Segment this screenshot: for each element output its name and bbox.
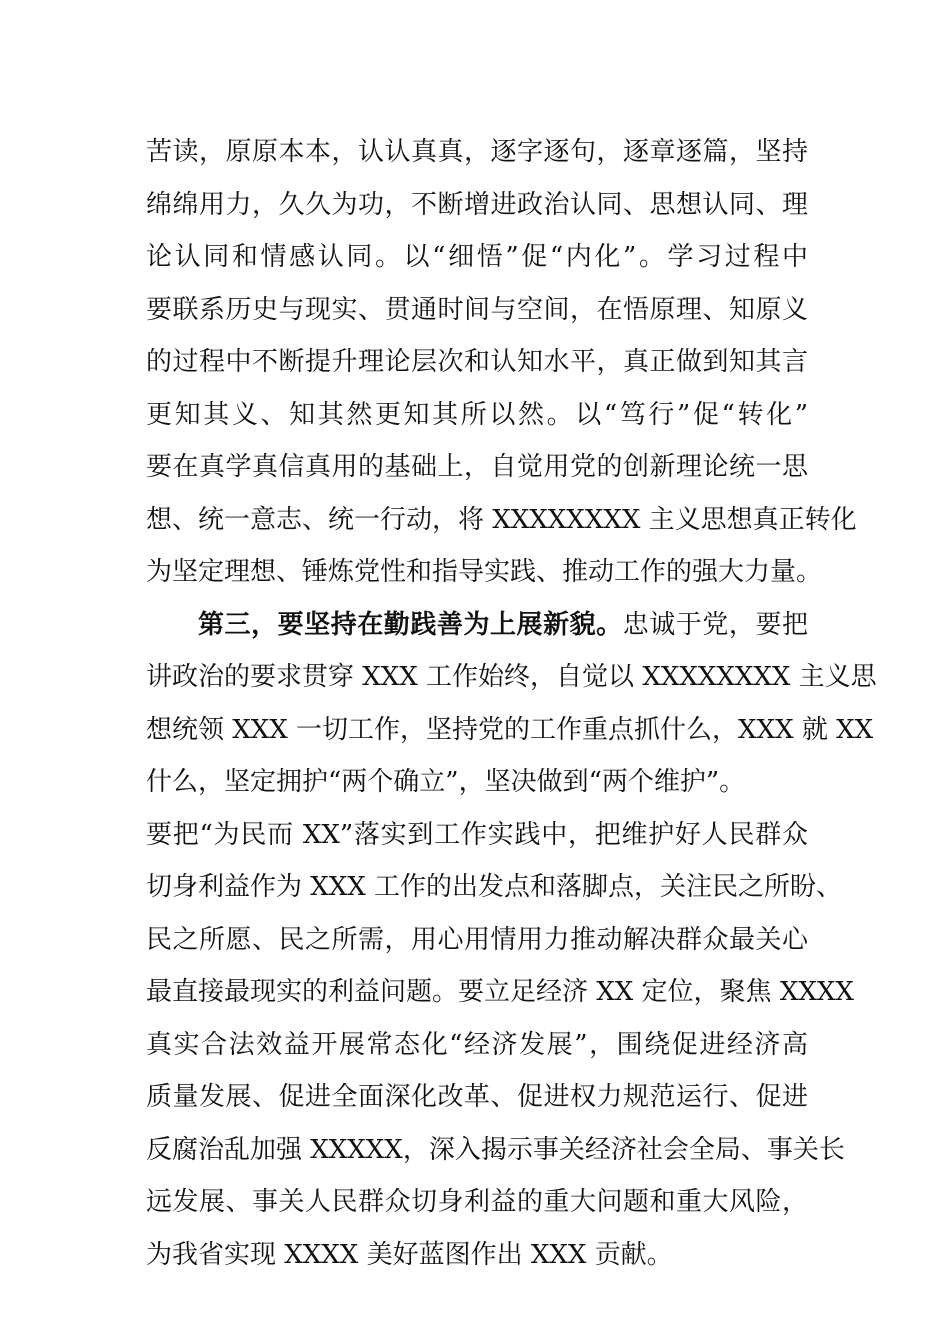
text-line: 民之所愿、民之所需，用心用情用力推动解决群众最关心 [146,924,808,955]
text-line: 想、统一意志、统一行动，将 XXXXXXXX 主义思想真正转化 [146,504,857,535]
text-line: 要联系历史与现实、贯通时间与空间，在悟原理、知原义 [146,294,808,325]
text-line: 为坚定理想、锤炼党性和指导实践、推动工作的强大力量。 [146,557,823,587]
heading-line-text: 忠诚于党，要把 [622,609,808,640]
text-line: 真实合法效益开展常态化“经济发展”，围绕促进经济高 [146,1029,808,1060]
text-line: 绵绵用力，久久为功，不断增进政治认同、思想认同、理 [146,189,808,220]
paragraph-2 [146,599,877,1282]
text-line: 远发展、事关人民群众切身利益的重大问题和重大风险， [146,1187,808,1217]
text-line: 论认同和情感认同。以“细悟”促“内化”。学习过程中 [146,242,808,272]
text-line: 更知其义、知其然更知其所以然。以“笃行”促“转化” [146,399,808,430]
text-line: 苦读，原原本本，认认真真，逐字逐句，逐章逐篇，坚持 [146,137,808,167]
section-heading: 第三，要坚持在勤践善为上展新貌。 [198,609,623,640]
text-line: 反腐治乱加强 XXXXX，深入揭示事关经济社会全局、事关长 [146,1134,845,1165]
text-line: 质量发展、促进全面深化改革、促进权力规范运行、促进 [146,1082,808,1112]
text-line: 什么，坚定拥护“两个确立”，坚决做到“两个维护”。 [146,767,746,797]
text-line: 要在真学真信真用的基础上，自觉用党的创新理论统一思 [146,452,808,482]
text-line: 切身利益作为 XXX 工作的出发点和落脚点，关注民之所盼、 [146,872,843,902]
document-body [146,126,877,1281]
text-line: 要把“为民而 XX”落实到工作实践中，把维护好人民群众 [146,819,808,850]
paragraph-heading-line [146,599,808,652]
text-line: 为我省实现 XXXX 美好蓝图作出 XXX 贡献。 [146,1239,673,1270]
text-line: 讲政治的要求贯穿 XXX 工作始终，自觉以 XXXXXXXX 主义思 [146,662,877,692]
text-line: 的过程中不断提升理论层次和认知水平，真正做到知其言 [146,347,808,377]
text-line: 想统领 XXX 一切工作，坚持党的工作重点抓什么，XXX 就 XX [146,714,874,745]
text-line: 最直接最现实的利益问题。要立足经济 XX 定位，聚焦 XXXX [146,977,854,1007]
paragraph-1 [146,126,857,599]
